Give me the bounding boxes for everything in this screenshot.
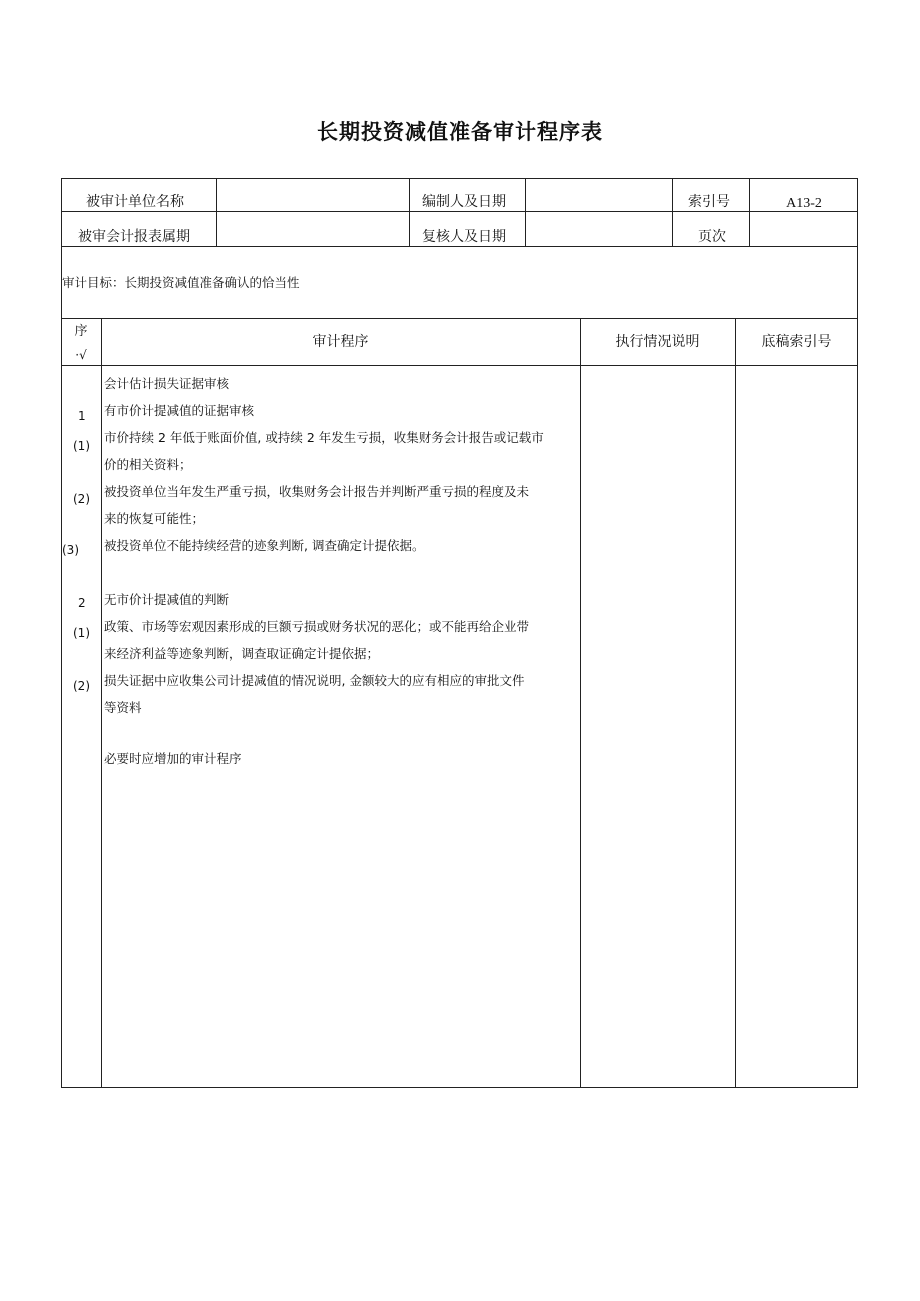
col-divider (672, 178, 673, 246)
preparer-label: 编制人及日期 (422, 194, 506, 210)
seq-header: 序 (74, 324, 88, 339)
procedure-list (104, 370, 580, 772)
index-label: 索引号 (688, 194, 730, 210)
seq-number: 1 (78, 409, 86, 423)
page-title: 长期投资减值准备审计程序表 (317, 120, 603, 144)
execution-header: 执行情况说明 (615, 334, 700, 350)
procedure-line: 被投资单位当年发生严重亏损，收集财务会计报告并判断严重亏损的程度及未 (104, 484, 530, 499)
procedure-line: 价的相关资料； (104, 457, 192, 472)
procedure-line: 来的恢复可能性； (104, 511, 205, 526)
row-divider (61, 318, 858, 319)
row-divider (61, 246, 858, 247)
workpaper-index-header: 底稿索引号 (761, 334, 832, 350)
col-divider (409, 178, 410, 246)
page-label: 页次 (698, 229, 726, 245)
procedure-spacer (104, 559, 580, 586)
col-divider (101, 318, 102, 1088)
procedure-line: 必要时应增加的审计程序 (104, 751, 242, 766)
seq-number: 2 (78, 596, 86, 610)
procedure-line: 政策、市场等宏观因素形成的巨额亏损或财务状况的恶化；或不能再给企业带 (104, 619, 530, 634)
col-divider (735, 318, 736, 1088)
col-divider (580, 318, 581, 1088)
procedure-line: 被投资单位不能持续经营的迹象判断, 调查确定计提依据。 (104, 538, 425, 553)
procedure-line: 市价持续 2 年低于账面价值, 或持续 2 年发生亏损，收集财务会计报告或记载市 (104, 430, 544, 445)
procedure-line: 等资料 (104, 700, 142, 715)
procedure-header: 审计程序 (312, 334, 369, 350)
row-divider (61, 211, 858, 212)
seq-number: (3) (62, 543, 79, 557)
seq-number: (2) (73, 679, 90, 693)
workpaper-index-area[interactable] (737, 367, 857, 1087)
procedure-line: 损失证据中应收集公司计提减值的情况说明, 金额较大的应有相应的审批文件 (104, 673, 525, 688)
row-divider (61, 365, 858, 366)
seq-number: (2) (73, 492, 90, 506)
audit-objective: 审计目标：长期投资减值准备确认的恰当性 (62, 275, 300, 290)
col-divider (525, 178, 526, 246)
procedure-line: 来经济利益等迹象判断，调查取证确定计提依据； (104, 646, 380, 661)
seq-number: (1) (73, 439, 90, 453)
procedure-line: 有市价计提减值的证据审核 (104, 403, 255, 418)
index-value: A13-2 (786, 196, 822, 211)
seq-number: (1) (73, 626, 90, 640)
col-divider (216, 178, 217, 246)
seq-check-header: ·√ (75, 348, 87, 362)
execution-notes-area[interactable] (582, 367, 734, 1087)
auditee-label: 被审计单位名称 (86, 194, 184, 210)
reviewer-label: 复核人及日期 (422, 229, 506, 245)
procedure-line: 无市价计提减值的判断 (104, 592, 230, 607)
procedure-spacer (104, 721, 580, 745)
period-label: 被审会计报表属期 (78, 229, 190, 245)
procedure-line: 会计估计损失证据审核 (104, 376, 230, 391)
